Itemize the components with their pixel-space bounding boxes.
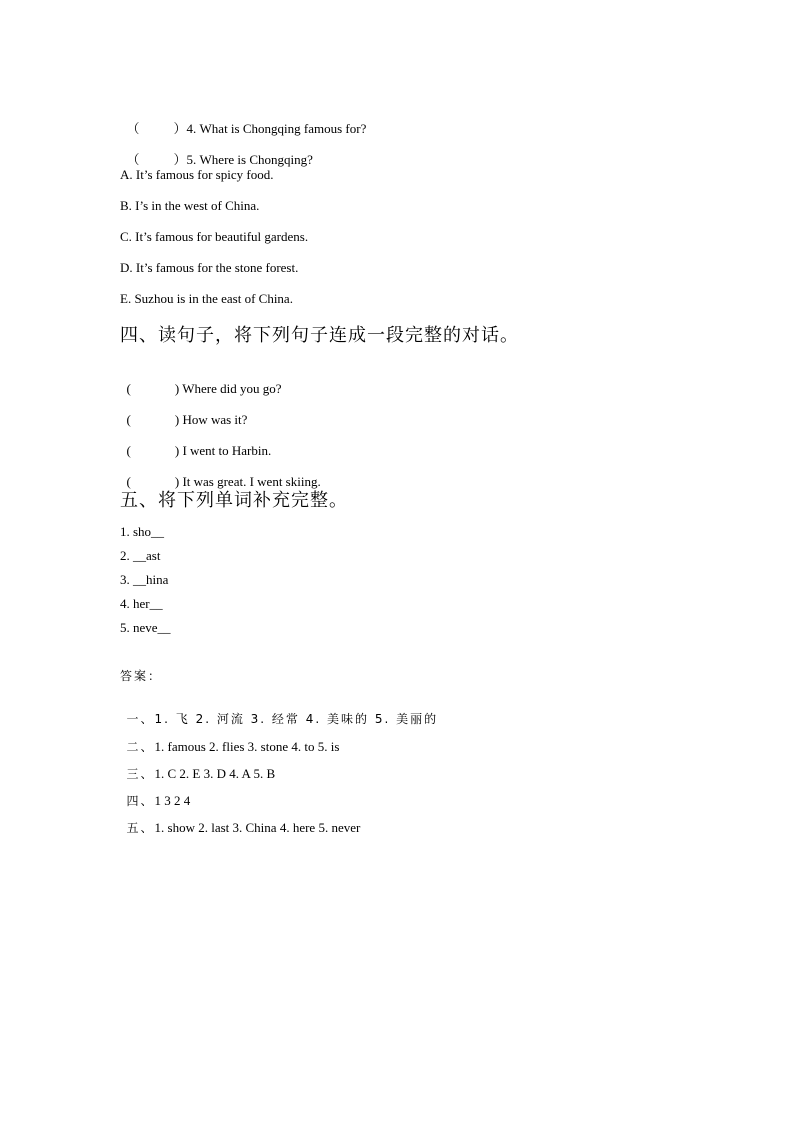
option-e: E. Suzhou is in the east of China. <box>120 291 293 306</box>
dialogue-text: It was great. I went skiing. <box>182 474 321 489</box>
answer-body: 1. C 2. E 3. D 4. A 5. B <box>154 766 276 781</box>
answer-paren-open: ( <box>126 412 131 427</box>
question-5 <box>120 136 313 168</box>
section-5-heading: 五、将下列单词补充完整。 <box>120 490 348 511</box>
dialogue-item <box>120 427 271 459</box>
answer-prefix: 五、 <box>126 821 155 835</box>
answer-body: 1. 飞 2. 河流 3. 经常 4. 美味的 5. 美丽的 <box>154 712 439 726</box>
answer-body: 1. famous 2. flies 3. stone 4. to 5. is <box>154 739 340 754</box>
dialogue-text: Where did you go? <box>182 381 282 396</box>
dialogue-item <box>120 458 321 490</box>
dialogue-text: How was it? <box>182 412 248 427</box>
answer-paren-close: ） <box>173 152 187 167</box>
answer-prefix: 二、 <box>126 740 155 754</box>
dialogue-item <box>120 365 281 397</box>
answer-prefix: 三、 <box>126 767 155 781</box>
word-item: 5. neve__ <box>120 620 171 635</box>
dialogue-text: I went to Harbin. <box>182 443 272 458</box>
answer-paren-close: ) <box>174 443 180 458</box>
question-text: 4. What is Chongqing famous for? <box>186 121 367 136</box>
answer-prefix: 一、 <box>126 712 155 726</box>
answer-line-5 <box>120 804 360 836</box>
answer-paren-close: ) <box>174 381 180 396</box>
word-item: 3. __hina <box>120 572 169 587</box>
option-d: D. It’s famous for the stone forest. <box>120 260 299 275</box>
answer-paren-close: ) <box>174 412 180 427</box>
question-text: 5. Where is Chongqing? <box>186 152 313 167</box>
word-item: 2. __ast <box>120 548 161 563</box>
dialogue-item <box>120 396 247 428</box>
answer-paren-open: （ <box>126 152 140 167</box>
answer-paren-close: ) <box>174 474 180 489</box>
answers-title: 答案： <box>120 669 163 683</box>
word-item: 4. her__ <box>120 596 163 611</box>
option-c: C. It’s famous for beautiful gardens. <box>120 229 309 244</box>
answer-paren-open: ( <box>126 474 131 489</box>
answer-body: 1 3 2 4 <box>154 793 191 808</box>
option-b: B. I’s in the west of China. <box>120 198 260 213</box>
question-4 <box>120 105 366 137</box>
answer-paren-open: ( <box>126 443 131 458</box>
option-a: A. It’s famous for spicy food. <box>120 167 274 182</box>
answer-paren-open: （ <box>126 121 140 136</box>
answer-paren-open: ( <box>126 381 131 396</box>
answer-prefix: 四、 <box>126 794 155 808</box>
answer-body: 1. show 2. last 3. China 4. here 5. never <box>154 820 361 835</box>
answer-paren-close: ） <box>173 121 187 136</box>
section-4-heading: 四、读句子，将下列句子连成一段完整的对话。 <box>120 325 519 346</box>
word-item: 1. sho__ <box>120 524 165 539</box>
